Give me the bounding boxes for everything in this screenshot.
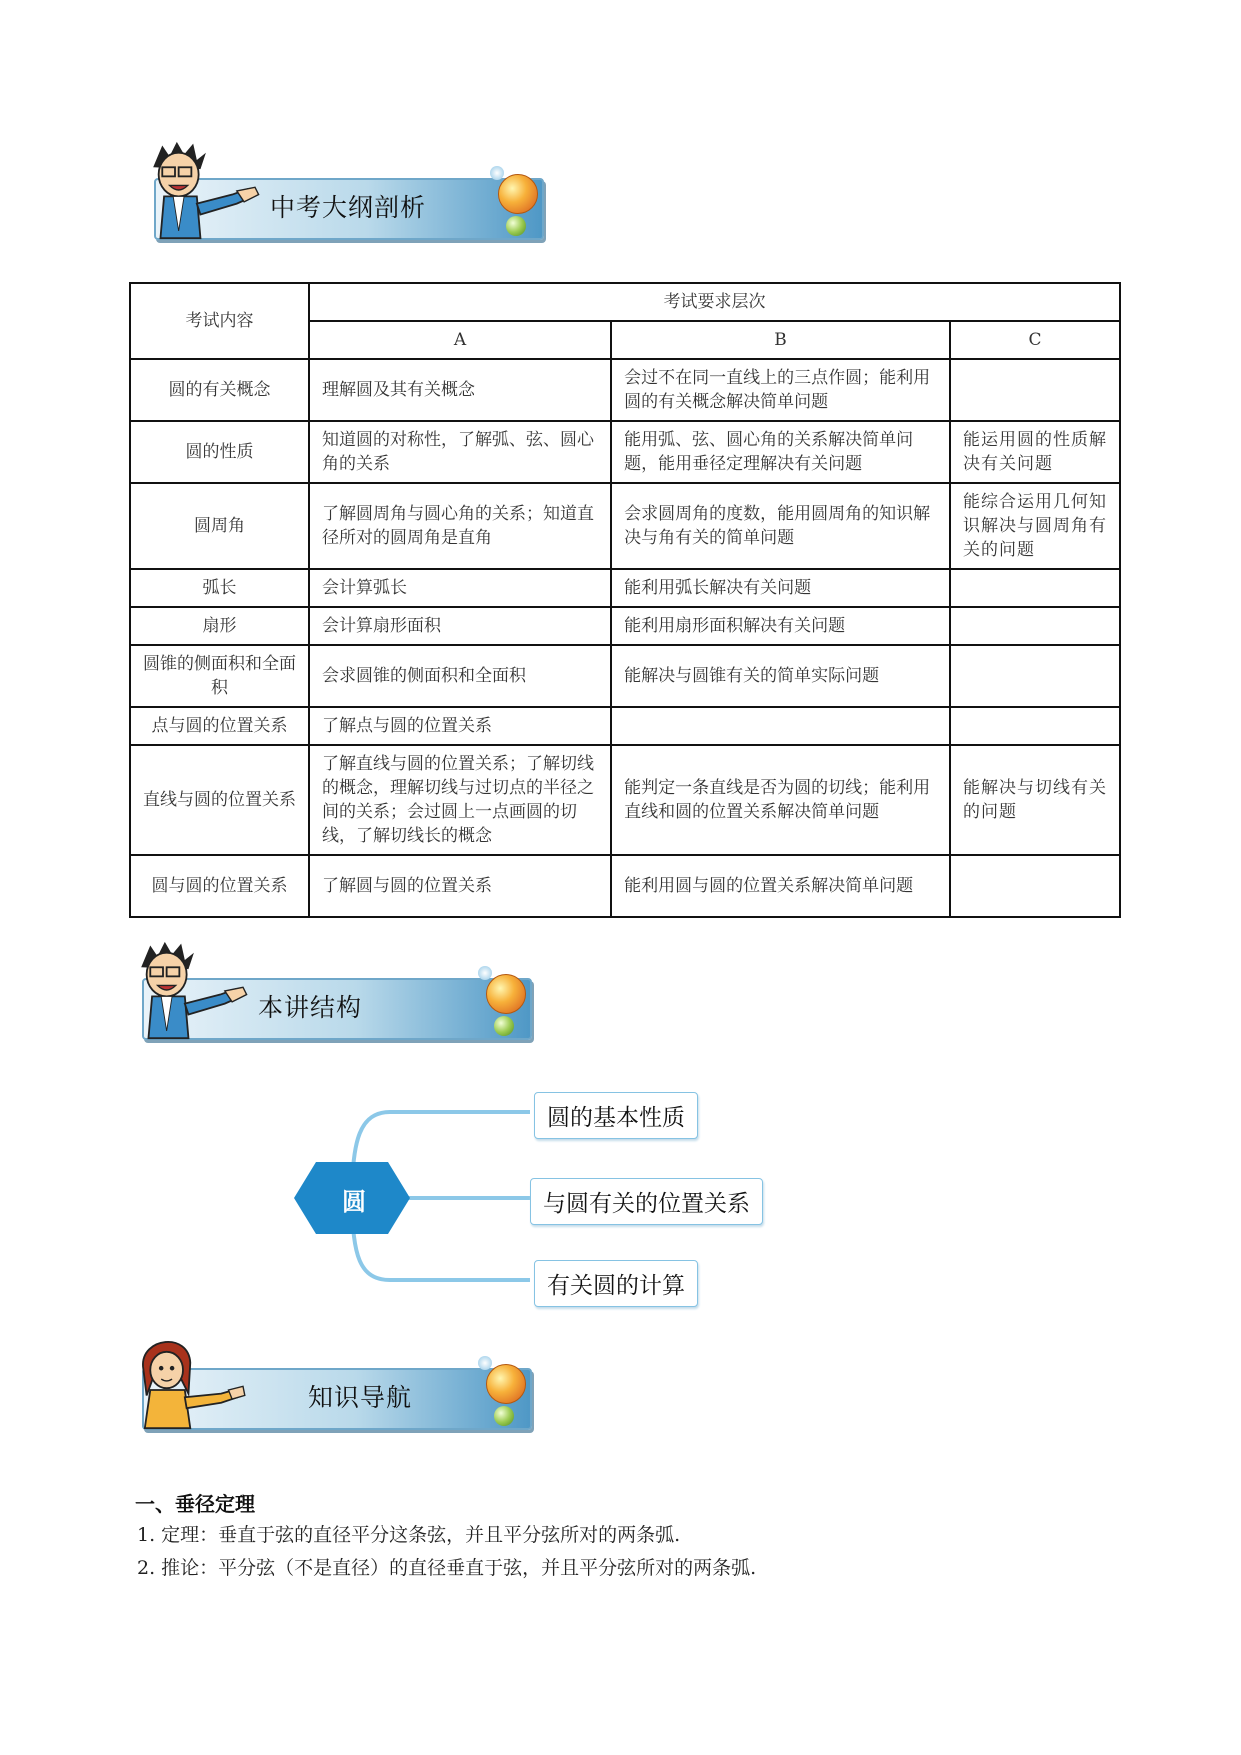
header-content: 考试内容 — [130, 283, 309, 359]
topic-cell: 圆锥的侧面积和全面积 — [130, 645, 309, 707]
level-b-cell: 能判定一条直线是否为圆的切线；能利用直线和圆的位置关系解决简单问题 — [611, 745, 950, 855]
level-b-cell: 能用弧、弦、圆心角的关系解决简单问题，能用垂径定理解决有关问题 — [611, 421, 950, 483]
level-c-cell — [950, 569, 1120, 607]
banner-knowledge-navigation — [128, 1330, 548, 1440]
table-row — [130, 745, 1120, 855]
level-b-cell: 能解决与圆锥有关的简单实际问题 — [611, 645, 950, 707]
small-ornament-icon — [494, 1406, 514, 1426]
level-a-cell: 理解圆及其有关概念 — [309, 359, 611, 421]
small-ornament-icon — [506, 216, 526, 236]
level-a-cell: 会求圆锥的侧面积和全面积 — [309, 645, 611, 707]
topic-cell: 圆周角 — [130, 483, 309, 569]
banner-title: 中考大纲剖析 — [270, 193, 427, 222]
banner-lecture-structure — [128, 940, 548, 1050]
corollary-item: 2. 推论：平分弦（不是直径）的直径垂直于弦，并且平分弦所对的两条弧. — [137, 1557, 757, 1579]
table-row — [130, 483, 1120, 569]
level-c-cell — [950, 855, 1120, 917]
topic-cell: 点与圆的位置关系 — [130, 707, 309, 745]
level-c-cell: 能运用圆的性质解决有关问题 — [950, 421, 1120, 483]
snowflake-icon — [490, 166, 504, 180]
level-a-cell: 了解点与圆的位置关系 — [309, 707, 611, 745]
level-a: A — [309, 321, 611, 359]
mind-map-center: 圆 — [342, 1188, 366, 1216]
snowflake-icon — [478, 1356, 492, 1370]
level-a-cell: 会计算弧长 — [309, 569, 611, 607]
small-ornament-icon — [494, 1016, 514, 1036]
level-c-cell — [950, 607, 1120, 645]
table-header-row — [130, 283, 1120, 321]
branch-calculations: 有关圆的计算 — [534, 1260, 698, 1307]
banner-title: 本讲结构 — [258, 993, 363, 1022]
level-b-cell: 会过不在同一直线上的三点作圆；能利用圆的有关概念解决简单问题 — [611, 359, 950, 421]
student-character-icon — [128, 1330, 258, 1430]
exam-outline-table — [129, 282, 1121, 918]
mind-map — [280, 1080, 840, 1320]
banner-title: 知识导航 — [308, 1383, 413, 1412]
table-row — [130, 855, 1120, 917]
teacher-character-icon — [128, 940, 258, 1040]
branch-position-relations: 与圆有关的位置关系 — [530, 1178, 763, 1225]
level-b-cell: 能利用扇形面积解决有关问题 — [611, 607, 950, 645]
level-a-cell: 了解直线与圆的位置关系；了解切线的概念，理解切线与过切点的半径之间的关系；会过圆上一点画圆的切线，了解切线长的概念 — [309, 745, 611, 855]
topic-cell: 弧长 — [130, 569, 309, 607]
table-row — [130, 707, 1120, 745]
level-a-cell: 会计算扇形面积 — [309, 607, 611, 645]
table-row — [130, 359, 1120, 421]
level-c-cell — [950, 359, 1120, 421]
level-c-cell: 能解决与切线有关的问题 — [950, 745, 1120, 855]
table-row — [130, 645, 1120, 707]
ornament-ball-icon — [486, 974, 526, 1014]
branch-basic-properties: 圆的基本性质 — [534, 1092, 698, 1139]
level-c-cell: 能综合运用几何知识解决与圆周角有关的问题 — [950, 483, 1120, 569]
topic-cell: 直线与圆的位置关系 — [130, 745, 309, 855]
level-a-cell: 知道圆的对称性，了解弧、弦、圆心角的关系 — [309, 421, 611, 483]
table-row — [130, 569, 1120, 607]
ornament-ball-icon — [498, 174, 538, 214]
topic-cell: 扇形 — [130, 607, 309, 645]
level-b-cell: 能利用弧长解决有关问题 — [611, 569, 950, 607]
ornament-ball-icon — [486, 1364, 526, 1404]
table-row — [130, 607, 1120, 645]
teacher-character-icon — [140, 140, 270, 240]
level-b-cell: 能利用圆与圆的位置关系解决简单问题 — [611, 855, 950, 917]
banner-exam-outline — [140, 140, 560, 250]
level-a-cell: 了解圆周角与圆心角的关系；知道直径所对的圆周角是直角 — [309, 483, 611, 569]
section-title: 一、垂径定理 — [135, 1492, 255, 1516]
snowflake-icon — [478, 966, 492, 980]
header-levels: 考试要求层次 — [309, 283, 1120, 321]
level-c-cell — [950, 707, 1120, 745]
level-c: C — [950, 321, 1120, 359]
level-c-cell — [950, 645, 1120, 707]
theorem-item: 1. 定理：垂直于弦的直径平分这条弦，并且平分弦所对的两条弧. — [137, 1524, 681, 1546]
topic-cell: 圆与圆的位置关系 — [130, 855, 309, 917]
table-row — [130, 421, 1120, 483]
topic-cell: 圆的有关概念 — [130, 359, 309, 421]
level-a-cell: 了解圆与圆的位置关系 — [309, 855, 611, 917]
topic-cell: 圆的性质 — [130, 421, 309, 483]
level-b-cell — [611, 707, 950, 745]
level-b: B — [611, 321, 950, 359]
level-b-cell: 会求圆周角的度数，能用圆周角的知识解决与角有关的简单问题 — [611, 483, 950, 569]
